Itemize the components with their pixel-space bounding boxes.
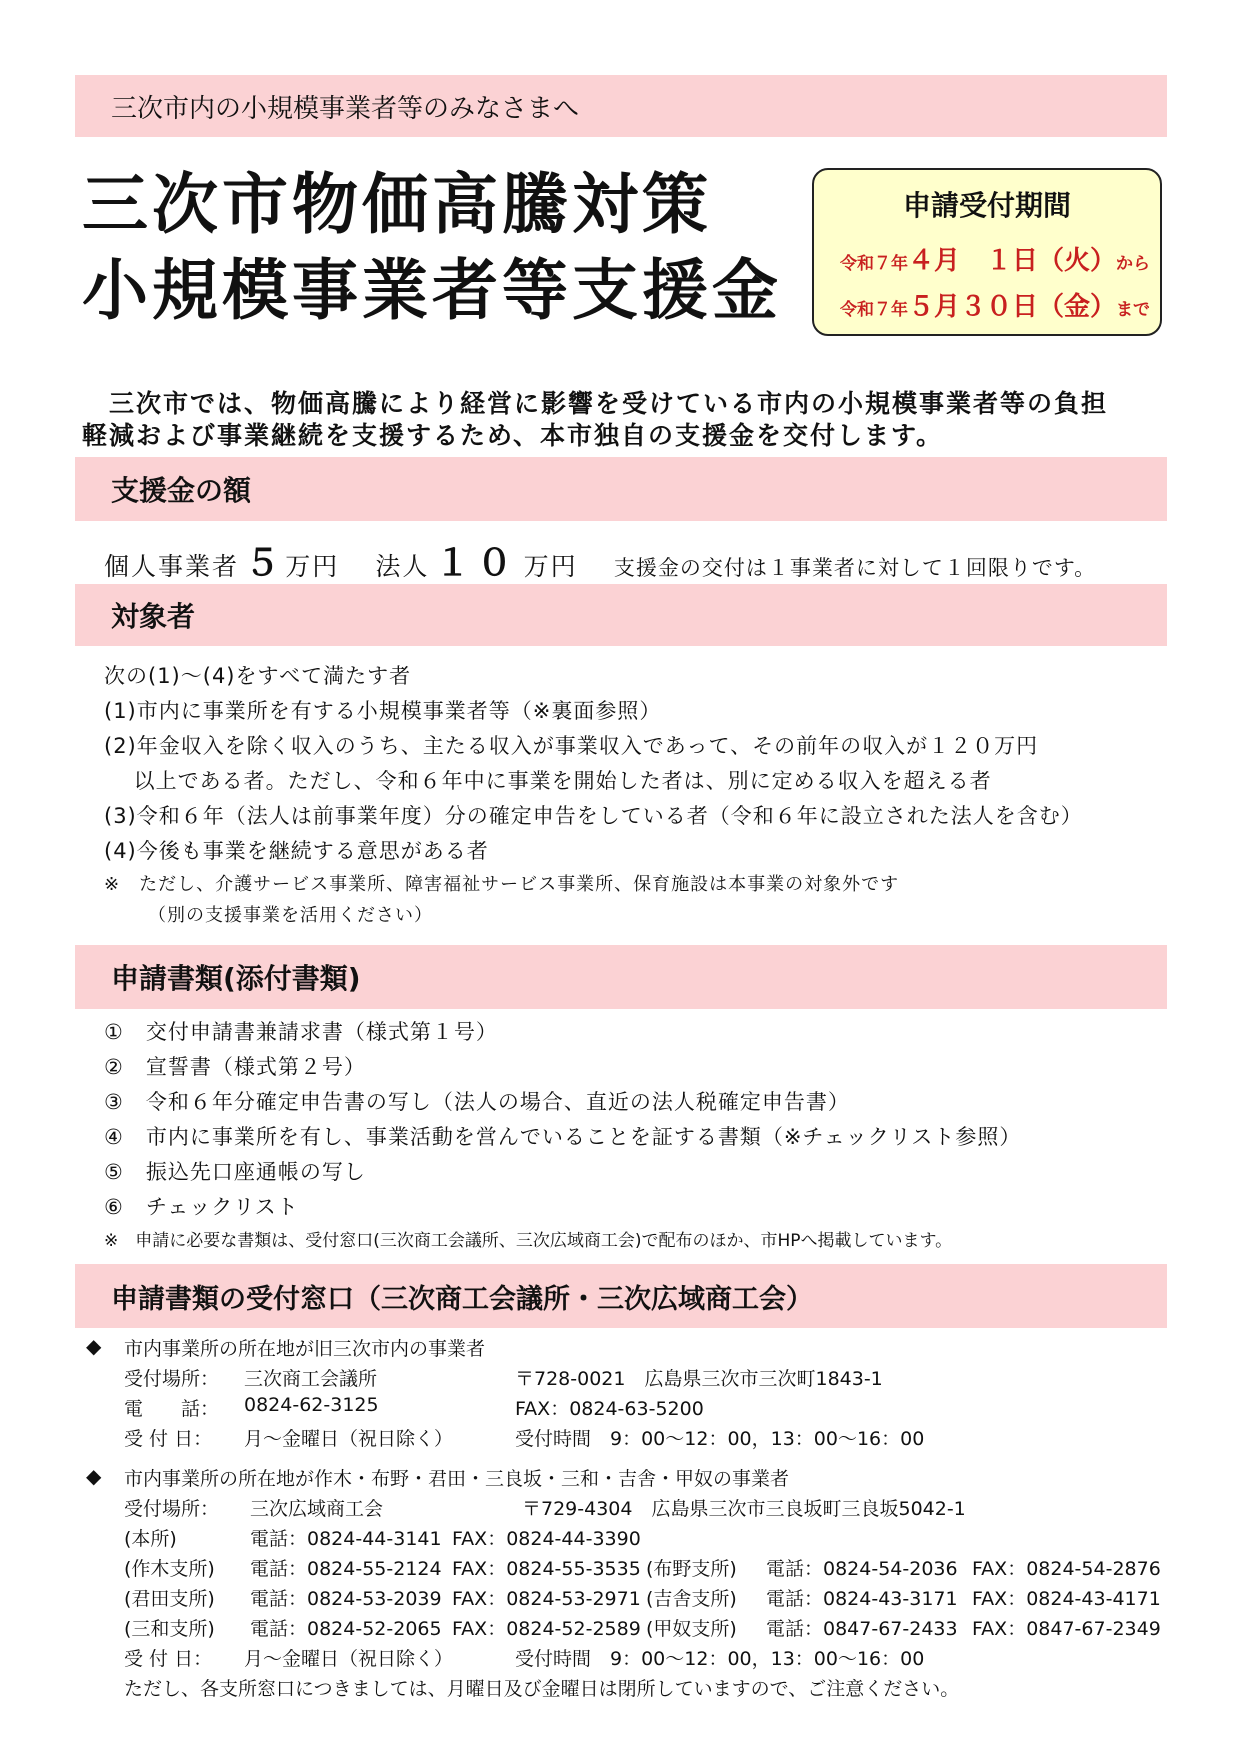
branch-tel: 電話：0824-43-3171 (766, 1588, 958, 1610)
document-text: 宣誓書（様式第２号） (145, 1055, 366, 1079)
period-start (840, 240, 1150, 277)
branch-fax: FAX：0824-43-4171 (972, 1588, 1161, 1610)
eligibility-line: (3)令和６年（法人は前事業年度）分の確定申告をしている者（令和６年に設立された法人を含む） (104, 804, 1083, 828)
period-start-suffix: から (1116, 254, 1151, 274)
document-number: ⑤ (104, 1160, 124, 1184)
group2-day-label: 受 付 日： (124, 1648, 213, 1670)
audience-banner (75, 75, 1167, 137)
group1-tel-label: 電 話： (124, 1398, 220, 1420)
group2-place: 三次広域商工会 (250, 1498, 384, 1520)
branch-name: (君田支所) (124, 1588, 215, 1610)
period-start-date: ４月 １日（火） (908, 246, 1117, 276)
individual-label: 個人事業者 (104, 552, 240, 581)
bullet-diamond-icon: ◆ (86, 1464, 102, 1488)
eligibility-line: 以上である者。ただし、令和６年中に事業を開始した者は、別に定める収入を超える者 (104, 769, 992, 793)
eligibility-heading: 対象者 (111, 600, 196, 633)
document-item (104, 1086, 850, 1116)
branch-tel: 電話：0847-67-2433 (766, 1618, 958, 1640)
corp-label: 法人 (375, 552, 430, 581)
amount-note: 支援金の交付は１事業者に対して１回限りです。 (613, 556, 1097, 580)
group2-hours: 受付時間 9：00～12：00，13：00～16：00 (515, 1648, 925, 1670)
amount-row (104, 535, 1096, 586)
branch-name: (作木支所) (124, 1558, 215, 1580)
corp-unit: 万円 (523, 552, 578, 581)
eligibility-note-sub: （別の支援事業を活用ください） (148, 905, 433, 926)
branch-fax: FAX：0847-67-2349 (972, 1618, 1161, 1640)
document-number: ① (104, 1020, 124, 1044)
branch-name: (本所) (124, 1528, 177, 1550)
branch-fax: FAX：0824-44-3390 (452, 1528, 641, 1550)
bullet-diamond-icon: ◆ (86, 1334, 102, 1358)
document-item (104, 1016, 498, 1046)
group2-title: 市内事業所の所在地が作木・布野・君田・三良坂・三和・吉舎・甲奴の事業者 (124, 1468, 790, 1490)
period-start-era: 令和７年 (840, 254, 908, 274)
branch-name: (三和支所) (124, 1618, 215, 1640)
branch-fax: FAX：0824-53-2971 (452, 1588, 641, 1610)
corp-value: １０ (434, 543, 519, 584)
eligibility-line: (1)市内に事業所を有する小規模事業者等（※裏面参照） (104, 699, 662, 723)
documents-heading: 申請書類(添付書類) (111, 962, 361, 995)
main-title-line2: 小規模事業者等支援金 (82, 252, 782, 329)
main-title-line1: 三次市物価高騰対策 (82, 166, 712, 243)
period-end-date: ５月３０日（金） (908, 292, 1117, 322)
branch-tel: 電話：0824-44-3141 (250, 1528, 442, 1550)
period-heading: 申請受付期間 (902, 189, 1071, 222)
branch-tel: 電話：0824-54-2036 (766, 1558, 958, 1580)
document-number: ⑥ (104, 1195, 124, 1219)
branch-fax: FAX：0824-54-2876 (972, 1558, 1161, 1580)
group1-hours: 受付時間 9：00～12：00，13：00～16：00 (515, 1428, 925, 1450)
eligibility-line: (4)今後も事業を継続する意思がある者 (104, 839, 489, 863)
individual-value: ５ (244, 543, 281, 584)
document-item (104, 1191, 299, 1221)
group1-fax: FAX：0824-63-5200 (515, 1398, 704, 1420)
branch-tel: 電話：0824-55-2124 (250, 1558, 442, 1580)
documents-note: ※ 申請に必要な書類は、受付窓口(三次商工会議所、三次広域商工会)で配布のほか、市HPへ掲載しています。 (104, 1231, 953, 1251)
group2-place-label: 受付場所： (124, 1498, 220, 1520)
document-item (104, 1156, 366, 1186)
group1-tel: 0824-62-3125 (244, 1394, 379, 1416)
document-number: ④ (104, 1125, 124, 1149)
branch-name: (吉舎支所) (646, 1588, 737, 1610)
document-item (104, 1121, 1021, 1151)
group1-place: 三次商工会議所 (244, 1368, 378, 1390)
period-end (840, 286, 1150, 323)
document-text: 交付申請書兼請求書（様式第１号） (145, 1020, 498, 1044)
period-end-suffix: まで (1116, 300, 1151, 320)
group1-place-label: 受付場所： (124, 1368, 220, 1390)
branch-name: (甲奴支所) (646, 1618, 737, 1640)
group1-day-label: 受 付 日： (124, 1428, 213, 1450)
group2-note: ただし、各支所窓口につきましては、月曜日及び金曜日は閉所していますので、ご注意ください。 (124, 1678, 960, 1700)
branch-fax: FAX：0824-55-3535 (452, 1558, 641, 1580)
windows-heading: 申請書類の受付窓口（三次商工会議所・三次広域商工会） (111, 1283, 813, 1315)
amount-heading: 支援金の額 (111, 474, 252, 507)
group2-address: 〒729-4304 広島県三次市三良坂町三良坂5042-1 (522, 1498, 966, 1520)
audience-text: 三次市内の小規模事業者等のみなさまへ (111, 93, 580, 124)
group1-address: 〒728-0021 広島県三次市三次町1843-1 (515, 1368, 883, 1390)
group2-days: 月～金曜日（祝日除く） (244, 1648, 454, 1670)
document-text: 市内に事業所を有し、事業活動を営んでいることを証する書類（※チェックリスト参照） (145, 1125, 1022, 1149)
document-item (104, 1051, 366, 1081)
document-number: ② (104, 1055, 124, 1079)
group1-title: 市内事業所の所在地が旧三次市内の事業者 (124, 1338, 486, 1360)
document-text: 振込先口座通帳の写し (145, 1160, 366, 1184)
eligibility-note: ※ ただし、介護サービス事業所、障害福祉サービス事業所、保育施設は本事業の対象外です (104, 874, 900, 895)
branch-tel: 電話：0824-52-2065 (250, 1618, 442, 1640)
windows-heading-band (75, 1264, 1167, 1328)
document-number: ③ (104, 1090, 124, 1114)
documents-heading-band (75, 945, 1167, 1009)
amount-heading-band (75, 457, 1167, 521)
eligibility-heading-band (75, 584, 1167, 646)
intro-line2: 軽減および事業継続を支援するため、本市独自の支援金を交付します。 (82, 421, 944, 450)
eligibility-line: 次の(1)～(4)をすべて満たす者 (104, 664, 412, 688)
branch-fax: FAX：0824-52-2589 (452, 1618, 641, 1640)
branch-name: (布野支所) (646, 1558, 737, 1580)
individual-unit: 万円 (285, 552, 340, 581)
group1-days: 月～金曜日（祝日除く） (244, 1428, 454, 1450)
application-period-box (812, 168, 1162, 336)
period-end-era: 令和７年 (840, 300, 908, 320)
intro-line1: 三次市では、物価高騰により経営に影響を受けている市内の小規模事業者等の負担 (82, 389, 1109, 418)
branch-tel: 電話：0824-53-2039 (250, 1588, 442, 1610)
eligibility-line: (2)年金収入を除く収入のうち、主たる収入が事業収入であって、その前年の収入が１２０万円 (104, 734, 1039, 758)
document-text: 令和６年分確定申告書の写し（法人の場合、直近の法人税確定申告書） (145, 1090, 850, 1114)
document-text: チェックリスト (145, 1195, 299, 1219)
